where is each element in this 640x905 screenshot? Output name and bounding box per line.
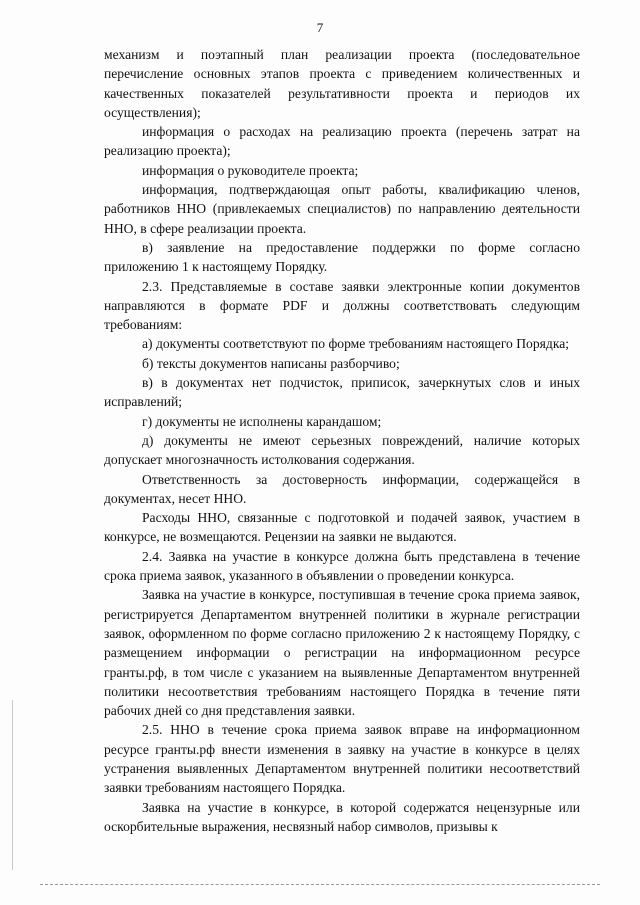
- paragraph: в) в документах нет подчисток, приписок, зачеркнутых слов и иных исправлений;: [104, 375, 580, 410]
- paragraph: б) тексты документов написаны разборчиво;: [142, 355, 400, 371]
- scan-edge-line: [12, 700, 13, 870]
- paragraph: механизм и поэтапный план реализации проекта (последовательное перечисление основных этапов проекта с приведением количественных и качественных показателей результативности проекта и периодов их осуществления);: [104, 47, 580, 120]
- page-number: 7: [316, 20, 324, 35]
- paragraph: 2.5. ННО в течение срока приема заявок вправе на информационном ресурсе гранты.рф внести изменения в заявку на участие в конкурсе в целях устранения выявленных Департаментом внутренней политики несоответствий заявки требованиям настоящего Порядка.: [104, 722, 580, 796]
- paragraph: 2.4. Заявка на участие в конкурсе должна быть представлена в течение срока приема заявок, указанного в объявлении о проведении конкурса.: [104, 548, 580, 584]
- paragraph: информация о расходах на реализацию проекта (перечень затрат на реализацию проекта);: [104, 124, 580, 159]
- paragraph: д) документы не имеют серьезных повреждений, наличие которых допускает многозначность истолкования содержания.: [104, 432, 580, 468]
- paragraph: Заявка на участие в конкурсе, поступившая в течение срока приема заявок, регистрируется Департаментом внутренней политики в журнале регистрации заявок, оформленном по форме согласно приложению 2 к настоящему Порядку, с размещением информации о регистрации на информационном ресурсе гранты.рф, в том числе с указанием на выявленные Департаментом внутренней политики несоответствия требованиям настоящего Порядка в течение пяти рабочих дней со дня представления заявки.: [104, 587, 580, 719]
- paragraph: а) документы соответствуют по форме требованиям настоящего Порядка;: [142, 336, 570, 352]
- paragraph: информация, подтверждающая опыт работы, квалификацию членов, работников ННО (привлекаемых специалистов) по направлению деятельности ННО, в сфере реализации проекта.: [104, 182, 580, 236]
- paragraph: Ответственность за достоверность информации, содержащейся в документах, несет ННО.: [104, 471, 580, 506]
- paragraph: 2.3. Представляемые в составе заявки электронные копии документов направляются в формате PDF и должны соответствовать следующим требованиям:: [104, 278, 580, 333]
- paragraph: г) документы не исполнены карандашом;: [142, 413, 382, 429]
- paragraph: Расходы ННО, связанные с подготовкой и подачей заявок, участием в конкурсе, не возмещаются. Рецензии на заявки не выдаются.: [104, 510, 580, 545]
- paragraph: в) заявление на предоставление поддержки по форме согласно приложению 1 к настоящему Порядку.: [104, 239, 580, 275]
- paragraph: Заявка на участие в конкурсе, в которой содержатся нецензурные или оскорбительные выражения, несвязный набор символов, призывы к: [104, 799, 580, 834]
- paragraph: информация о руководителе проекта;: [142, 162, 359, 178]
- scan-bottom-rule: [40, 884, 600, 885]
- document-body: [104, 45, 580, 836]
